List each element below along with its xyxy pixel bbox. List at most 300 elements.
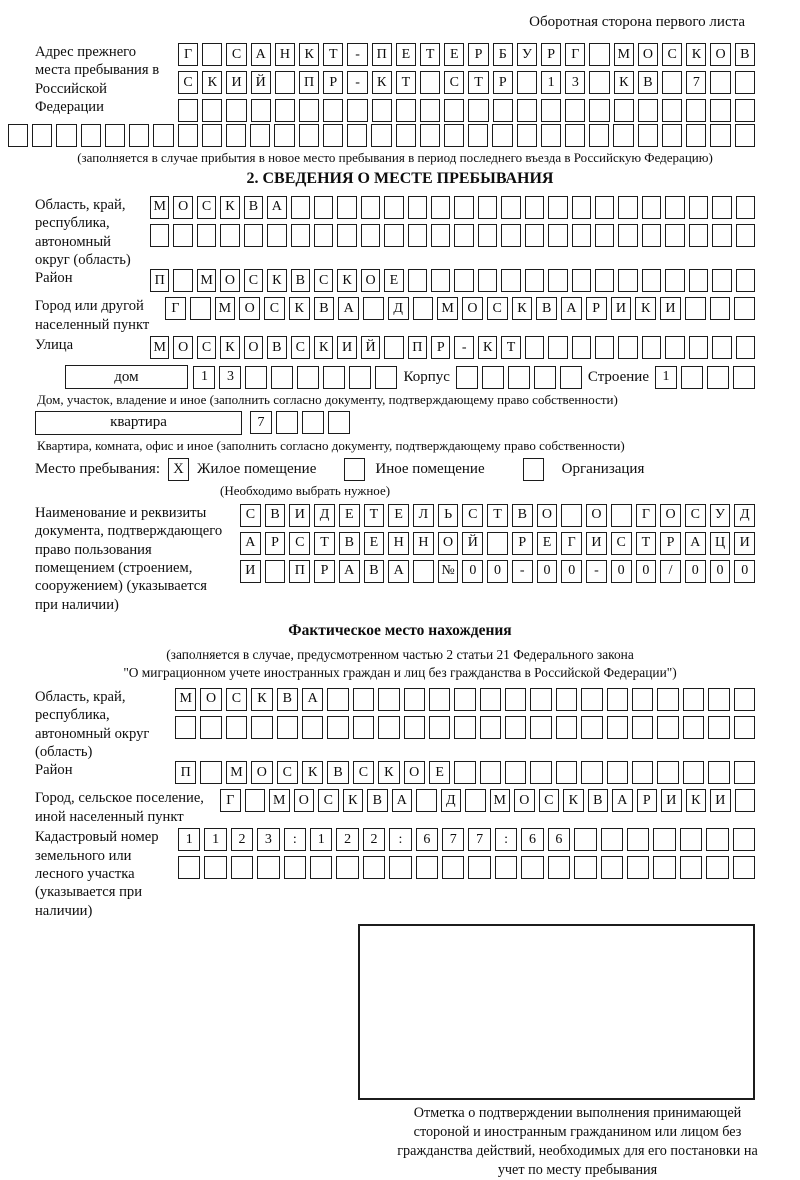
- char-cell[interactable]: [454, 224, 473, 247]
- char-cell[interactable]: А: [251, 43, 271, 66]
- char-cell[interactable]: [347, 124, 367, 147]
- char-cell[interactable]: П: [175, 761, 196, 784]
- char-cell[interactable]: 7: [442, 828, 464, 851]
- char-cell[interactable]: [178, 856, 200, 879]
- char-cell[interactable]: С: [318, 789, 339, 812]
- char-cell[interactable]: [607, 761, 628, 784]
- char-cell[interactable]: [349, 366, 371, 389]
- char-cell[interactable]: К: [289, 297, 310, 320]
- char-cell[interactable]: [627, 856, 649, 879]
- char-cell[interactable]: [454, 688, 475, 711]
- char-cell[interactable]: 0: [685, 560, 706, 583]
- char-cell[interactable]: [662, 71, 682, 94]
- char-cell[interactable]: Т: [396, 71, 416, 94]
- char-cell[interactable]: 0: [710, 560, 731, 583]
- char-cell[interactable]: [226, 716, 247, 739]
- char-cell[interactable]: [384, 336, 403, 359]
- char-cell[interactable]: [478, 269, 497, 292]
- char-cell[interactable]: [689, 196, 708, 219]
- char-cell[interactable]: [482, 366, 504, 389]
- char-cell[interactable]: [480, 716, 501, 739]
- char-cell[interactable]: [389, 856, 411, 879]
- char-cell[interactable]: [707, 366, 729, 389]
- char-cell[interactable]: К: [614, 71, 634, 94]
- char-cell[interactable]: [642, 336, 661, 359]
- char-cell[interactable]: [480, 761, 501, 784]
- char-cell[interactable]: -: [512, 560, 533, 583]
- char-cell[interactable]: [521, 856, 543, 879]
- char-cell[interactable]: [200, 761, 221, 784]
- char-cell[interactable]: [302, 716, 323, 739]
- char-cell[interactable]: 0: [734, 560, 755, 583]
- char-cell[interactable]: [501, 224, 520, 247]
- char-cell[interactable]: [662, 99, 682, 122]
- char-cell[interactable]: [632, 716, 653, 739]
- char-cell[interactable]: И: [337, 336, 356, 359]
- char-cell[interactable]: Д: [388, 297, 409, 320]
- char-cell[interactable]: И: [710, 789, 731, 812]
- char-cell[interactable]: Е: [537, 532, 558, 555]
- char-cell[interactable]: [431, 196, 450, 219]
- char-cell[interactable]: В: [267, 336, 286, 359]
- char-cell[interactable]: [361, 224, 380, 247]
- char-cell[interactable]: О: [537, 504, 558, 527]
- char-cell[interactable]: -: [586, 560, 607, 583]
- char-cell[interactable]: [517, 71, 537, 94]
- char-cell[interactable]: [465, 789, 486, 812]
- char-cell[interactable]: С: [197, 336, 216, 359]
- char-cell[interactable]: [153, 124, 173, 147]
- char-cell[interactable]: [530, 688, 551, 711]
- char-cell[interactable]: О: [586, 504, 607, 527]
- char-cell[interactable]: [708, 716, 729, 739]
- char-cell[interactable]: [589, 43, 609, 66]
- char-cell[interactable]: [175, 716, 196, 739]
- char-cell[interactable]: [736, 224, 755, 247]
- char-cell[interactable]: К: [299, 43, 319, 66]
- char-cell[interactable]: А: [685, 532, 706, 555]
- char-cell[interactable]: :: [284, 828, 306, 851]
- char-cell[interactable]: [642, 224, 661, 247]
- char-cell[interactable]: [683, 688, 704, 711]
- char-cell[interactable]: [618, 269, 637, 292]
- char-cell[interactable]: П: [408, 336, 427, 359]
- char-cell[interactable]: Р: [431, 336, 450, 359]
- char-cell[interactable]: О: [404, 761, 425, 784]
- char-cell[interactable]: С: [487, 297, 508, 320]
- char-cell[interactable]: П: [372, 43, 392, 66]
- char-cell[interactable]: [589, 99, 609, 122]
- char-cell[interactable]: Р: [323, 71, 343, 94]
- char-cell[interactable]: [708, 761, 729, 784]
- char-cell[interactable]: [56, 124, 76, 147]
- char-cell[interactable]: И: [289, 504, 310, 527]
- char-cell[interactable]: [468, 856, 490, 879]
- char-cell[interactable]: 3: [219, 366, 241, 389]
- char-cell[interactable]: [337, 196, 356, 219]
- char-cell[interactable]: [525, 224, 544, 247]
- char-cell[interactable]: Т: [501, 336, 520, 359]
- char-cell[interactable]: В: [339, 532, 360, 555]
- char-cell[interactable]: [525, 336, 544, 359]
- char-cell[interactable]: [245, 789, 266, 812]
- char-cell[interactable]: [572, 336, 591, 359]
- char-cell[interactable]: [517, 99, 537, 122]
- char-cell[interactable]: С: [240, 504, 261, 527]
- char-cell[interactable]: [581, 761, 602, 784]
- char-cell[interactable]: [178, 124, 198, 147]
- char-cell[interactable]: [632, 688, 653, 711]
- char-cell[interactable]: В: [327, 761, 348, 784]
- char-cell[interactable]: И: [734, 532, 755, 555]
- char-cell[interactable]: 0: [462, 560, 483, 583]
- char-cell[interactable]: В: [588, 789, 609, 812]
- char-cell[interactable]: №: [438, 560, 459, 583]
- char-cell[interactable]: [689, 269, 708, 292]
- char-cell[interactable]: [257, 856, 279, 879]
- char-cell[interactable]: М: [197, 269, 216, 292]
- char-cell[interactable]: [581, 688, 602, 711]
- char-cell[interactable]: [561, 504, 582, 527]
- char-cell[interactable]: С: [539, 789, 560, 812]
- char-cell[interactable]: Й: [251, 71, 271, 94]
- char-cell[interactable]: [525, 269, 544, 292]
- char-cell[interactable]: [595, 269, 614, 292]
- checkbox-organization[interactable]: [523, 458, 544, 481]
- char-cell[interactable]: [614, 99, 634, 122]
- char-cell[interactable]: [657, 716, 678, 739]
- char-cell[interactable]: Ь: [438, 504, 459, 527]
- char-cell[interactable]: Д: [441, 789, 462, 812]
- char-cell[interactable]: [408, 196, 427, 219]
- char-cell[interactable]: [291, 196, 310, 219]
- char-cell[interactable]: О: [638, 43, 658, 66]
- char-cell[interactable]: [431, 269, 450, 292]
- char-cell[interactable]: [505, 716, 526, 739]
- char-cell[interactable]: К: [202, 71, 222, 94]
- char-cell[interactable]: Е: [384, 269, 403, 292]
- char-cell[interactable]: [284, 856, 306, 879]
- char-cell[interactable]: [226, 124, 246, 147]
- char-cell[interactable]: [202, 124, 222, 147]
- char-cell[interactable]: [384, 196, 403, 219]
- char-cell[interactable]: [200, 716, 221, 739]
- char-cell[interactable]: [105, 124, 125, 147]
- checkbox-other-premises[interactable]: [344, 458, 365, 481]
- char-cell[interactable]: [508, 366, 530, 389]
- char-cell[interactable]: [517, 124, 537, 147]
- char-cell[interactable]: [353, 688, 374, 711]
- char-cell[interactable]: О: [660, 504, 681, 527]
- char-cell[interactable]: [607, 688, 628, 711]
- checkbox-residential[interactable]: X: [168, 458, 189, 481]
- char-cell[interactable]: А: [240, 532, 261, 555]
- char-cell[interactable]: Е: [444, 43, 464, 66]
- char-cell[interactable]: [657, 688, 678, 711]
- char-cell[interactable]: [231, 856, 253, 879]
- char-cell[interactable]: В: [735, 43, 755, 66]
- char-cell[interactable]: И: [586, 532, 607, 555]
- char-cell[interactable]: М: [215, 297, 236, 320]
- char-cell[interactable]: К: [337, 269, 356, 292]
- char-cell[interactable]: [314, 196, 333, 219]
- char-cell[interactable]: [653, 828, 675, 851]
- char-cell[interactable]: 6: [548, 828, 570, 851]
- char-cell[interactable]: [734, 688, 755, 711]
- char-cell[interactable]: А: [267, 196, 286, 219]
- char-cell[interactable]: [372, 99, 392, 122]
- char-cell[interactable]: Л: [413, 504, 434, 527]
- char-cell[interactable]: [275, 71, 295, 94]
- char-cell[interactable]: [150, 224, 169, 247]
- char-cell[interactable]: :: [495, 828, 517, 851]
- char-cell[interactable]: М: [614, 43, 634, 66]
- char-cell[interactable]: К: [512, 297, 533, 320]
- char-cell[interactable]: [363, 856, 385, 879]
- char-cell[interactable]: Г: [565, 43, 585, 66]
- char-cell[interactable]: Р: [586, 297, 607, 320]
- char-cell[interactable]: [413, 560, 434, 583]
- char-cell[interactable]: Р: [265, 532, 286, 555]
- char-cell[interactable]: [611, 504, 632, 527]
- char-cell[interactable]: [353, 716, 374, 739]
- char-cell[interactable]: [328, 411, 350, 434]
- char-cell[interactable]: О: [244, 336, 263, 359]
- char-cell[interactable]: [327, 716, 348, 739]
- char-cell[interactable]: [653, 856, 675, 879]
- char-cell[interactable]: [534, 366, 556, 389]
- char-cell[interactable]: Й: [462, 532, 483, 555]
- char-cell[interactable]: К: [302, 761, 323, 784]
- char-cell[interactable]: [710, 71, 730, 94]
- char-cell[interactable]: [487, 532, 508, 555]
- char-cell[interactable]: К: [635, 297, 656, 320]
- char-cell[interactable]: В: [291, 269, 310, 292]
- char-cell[interactable]: [274, 124, 294, 147]
- char-cell[interactable]: 1: [541, 71, 561, 94]
- char-cell[interactable]: И: [240, 560, 261, 583]
- char-cell[interactable]: [265, 560, 286, 583]
- char-cell[interactable]: О: [173, 336, 192, 359]
- char-cell[interactable]: Т: [487, 504, 508, 527]
- char-cell[interactable]: У: [710, 504, 731, 527]
- char-cell[interactable]: [347, 99, 367, 122]
- char-cell[interactable]: [244, 224, 263, 247]
- char-cell[interactable]: [8, 124, 28, 147]
- char-cell[interactable]: [492, 124, 512, 147]
- char-cell[interactable]: [734, 716, 755, 739]
- char-cell[interactable]: [202, 43, 222, 66]
- char-cell[interactable]: Р: [493, 71, 513, 94]
- char-cell[interactable]: В: [244, 196, 263, 219]
- char-cell[interactable]: [420, 99, 440, 122]
- char-cell[interactable]: 6: [521, 828, 543, 851]
- char-cell[interactable]: [323, 366, 345, 389]
- char-cell[interactable]: [665, 196, 684, 219]
- char-cell[interactable]: А: [339, 560, 360, 583]
- char-cell[interactable]: [431, 224, 450, 247]
- char-cell[interactable]: Р: [512, 532, 533, 555]
- char-cell[interactable]: -: [347, 43, 367, 66]
- char-cell[interactable]: О: [514, 789, 535, 812]
- char-cell[interactable]: [681, 366, 703, 389]
- char-cell[interactable]: [685, 297, 706, 320]
- char-cell[interactable]: [595, 336, 614, 359]
- char-cell[interactable]: [683, 716, 704, 739]
- char-cell[interactable]: [327, 688, 348, 711]
- char-cell[interactable]: [478, 196, 497, 219]
- char-cell[interactable]: С: [289, 532, 310, 555]
- char-cell[interactable]: [613, 124, 633, 147]
- char-cell[interactable]: [735, 99, 755, 122]
- char-cell[interactable]: 2: [336, 828, 358, 851]
- char-cell[interactable]: П: [289, 560, 310, 583]
- char-cell[interactable]: [736, 196, 755, 219]
- char-cell[interactable]: 1: [193, 366, 215, 389]
- char-cell[interactable]: [204, 856, 226, 879]
- char-cell[interactable]: С: [178, 71, 198, 94]
- char-cell[interactable]: К: [563, 789, 584, 812]
- char-cell[interactable]: [420, 124, 440, 147]
- char-cell[interactable]: [548, 336, 567, 359]
- char-cell[interactable]: [408, 224, 427, 247]
- char-cell[interactable]: О: [220, 269, 239, 292]
- char-cell[interactable]: [197, 224, 216, 247]
- char-cell[interactable]: [505, 761, 526, 784]
- char-cell[interactable]: С: [685, 504, 706, 527]
- char-cell[interactable]: [556, 716, 577, 739]
- char-cell[interactable]: [454, 716, 475, 739]
- char-cell[interactable]: Т: [323, 43, 343, 66]
- char-cell[interactable]: С: [197, 196, 216, 219]
- char-cell[interactable]: [589, 71, 609, 94]
- char-cell[interactable]: И: [226, 71, 246, 94]
- char-cell[interactable]: [665, 269, 684, 292]
- char-cell[interactable]: Н: [413, 532, 434, 555]
- char-cell[interactable]: [736, 336, 755, 359]
- char-cell[interactable]: [548, 224, 567, 247]
- char-cell[interactable]: И: [611, 297, 632, 320]
- char-cell[interactable]: В: [512, 504, 533, 527]
- char-cell[interactable]: [251, 99, 271, 122]
- char-cell[interactable]: [710, 99, 730, 122]
- char-cell[interactable]: [689, 224, 708, 247]
- char-cell[interactable]: К: [343, 789, 364, 812]
- char-cell[interactable]: [618, 196, 637, 219]
- char-cell[interactable]: [275, 99, 295, 122]
- char-cell[interactable]: [416, 856, 438, 879]
- char-cell[interactable]: [556, 761, 577, 784]
- char-cell[interactable]: [712, 224, 731, 247]
- char-cell[interactable]: М: [269, 789, 290, 812]
- char-cell[interactable]: [310, 856, 332, 879]
- char-cell[interactable]: Й: [361, 336, 380, 359]
- char-cell[interactable]: С: [277, 761, 298, 784]
- char-cell[interactable]: [251, 716, 272, 739]
- char-cell[interactable]: [299, 99, 319, 122]
- char-cell[interactable]: [581, 716, 602, 739]
- char-cell[interactable]: [548, 196, 567, 219]
- char-cell[interactable]: [378, 716, 399, 739]
- char-cell[interactable]: [607, 716, 628, 739]
- char-cell[interactable]: [173, 269, 192, 292]
- char-cell[interactable]: Г: [220, 789, 241, 812]
- char-cell[interactable]: [556, 688, 577, 711]
- char-cell[interactable]: [525, 196, 544, 219]
- char-cell[interactable]: Г: [636, 504, 657, 527]
- char-cell[interactable]: [662, 124, 682, 147]
- char-cell[interactable]: [454, 269, 473, 292]
- char-cell[interactable]: [220, 224, 239, 247]
- char-cell[interactable]: [632, 761, 653, 784]
- char-cell[interactable]: Р: [314, 560, 335, 583]
- char-cell[interactable]: К: [220, 196, 239, 219]
- char-cell[interactable]: -: [454, 336, 473, 359]
- char-cell[interactable]: 0: [636, 560, 657, 583]
- char-cell[interactable]: С: [244, 269, 263, 292]
- char-cell[interactable]: [638, 99, 658, 122]
- char-cell[interactable]: [336, 856, 358, 879]
- char-cell[interactable]: 2: [363, 828, 385, 851]
- char-cell[interactable]: [680, 828, 702, 851]
- char-cell[interactable]: [541, 124, 561, 147]
- char-cell[interactable]: [314, 224, 333, 247]
- char-cell[interactable]: Н: [388, 532, 409, 555]
- char-cell[interactable]: В: [265, 504, 286, 527]
- char-cell[interactable]: К: [220, 336, 239, 359]
- char-cell[interactable]: [548, 856, 570, 879]
- char-cell[interactable]: Р: [468, 43, 488, 66]
- char-cell[interactable]: [190, 297, 211, 320]
- char-cell[interactable]: С: [226, 688, 247, 711]
- char-cell[interactable]: [665, 224, 684, 247]
- char-cell[interactable]: [686, 124, 706, 147]
- char-cell[interactable]: /: [660, 560, 681, 583]
- char-cell[interactable]: [416, 789, 437, 812]
- char-cell[interactable]: [501, 269, 520, 292]
- char-cell[interactable]: [530, 761, 551, 784]
- char-cell[interactable]: [565, 124, 585, 147]
- char-cell[interactable]: О: [710, 43, 730, 66]
- char-cell[interactable]: [501, 196, 520, 219]
- char-cell[interactable]: К: [378, 761, 399, 784]
- char-cell[interactable]: [375, 366, 397, 389]
- char-cell[interactable]: [396, 124, 416, 147]
- char-cell[interactable]: [706, 856, 728, 879]
- char-cell[interactable]: [560, 366, 582, 389]
- char-cell[interactable]: Р: [660, 532, 681, 555]
- char-cell[interactable]: [276, 411, 298, 434]
- char-cell[interactable]: Н: [275, 43, 295, 66]
- char-cell[interactable]: Д: [314, 504, 335, 527]
- char-cell[interactable]: [271, 366, 293, 389]
- char-cell[interactable]: [618, 224, 637, 247]
- char-cell[interactable]: К: [686, 43, 706, 66]
- char-cell[interactable]: [404, 688, 425, 711]
- char-cell[interactable]: [478, 224, 497, 247]
- char-cell[interactable]: П: [299, 71, 319, 94]
- char-cell[interactable]: [129, 124, 149, 147]
- char-cell[interactable]: Д: [734, 504, 755, 527]
- char-cell[interactable]: [493, 99, 513, 122]
- char-cell[interactable]: Г: [178, 43, 198, 66]
- char-cell[interactable]: И: [661, 789, 682, 812]
- char-cell[interactable]: [404, 716, 425, 739]
- char-cell[interactable]: [736, 269, 755, 292]
- char-cell[interactable]: Е: [339, 504, 360, 527]
- char-cell[interactable]: [595, 224, 614, 247]
- char-cell[interactable]: 0: [561, 560, 582, 583]
